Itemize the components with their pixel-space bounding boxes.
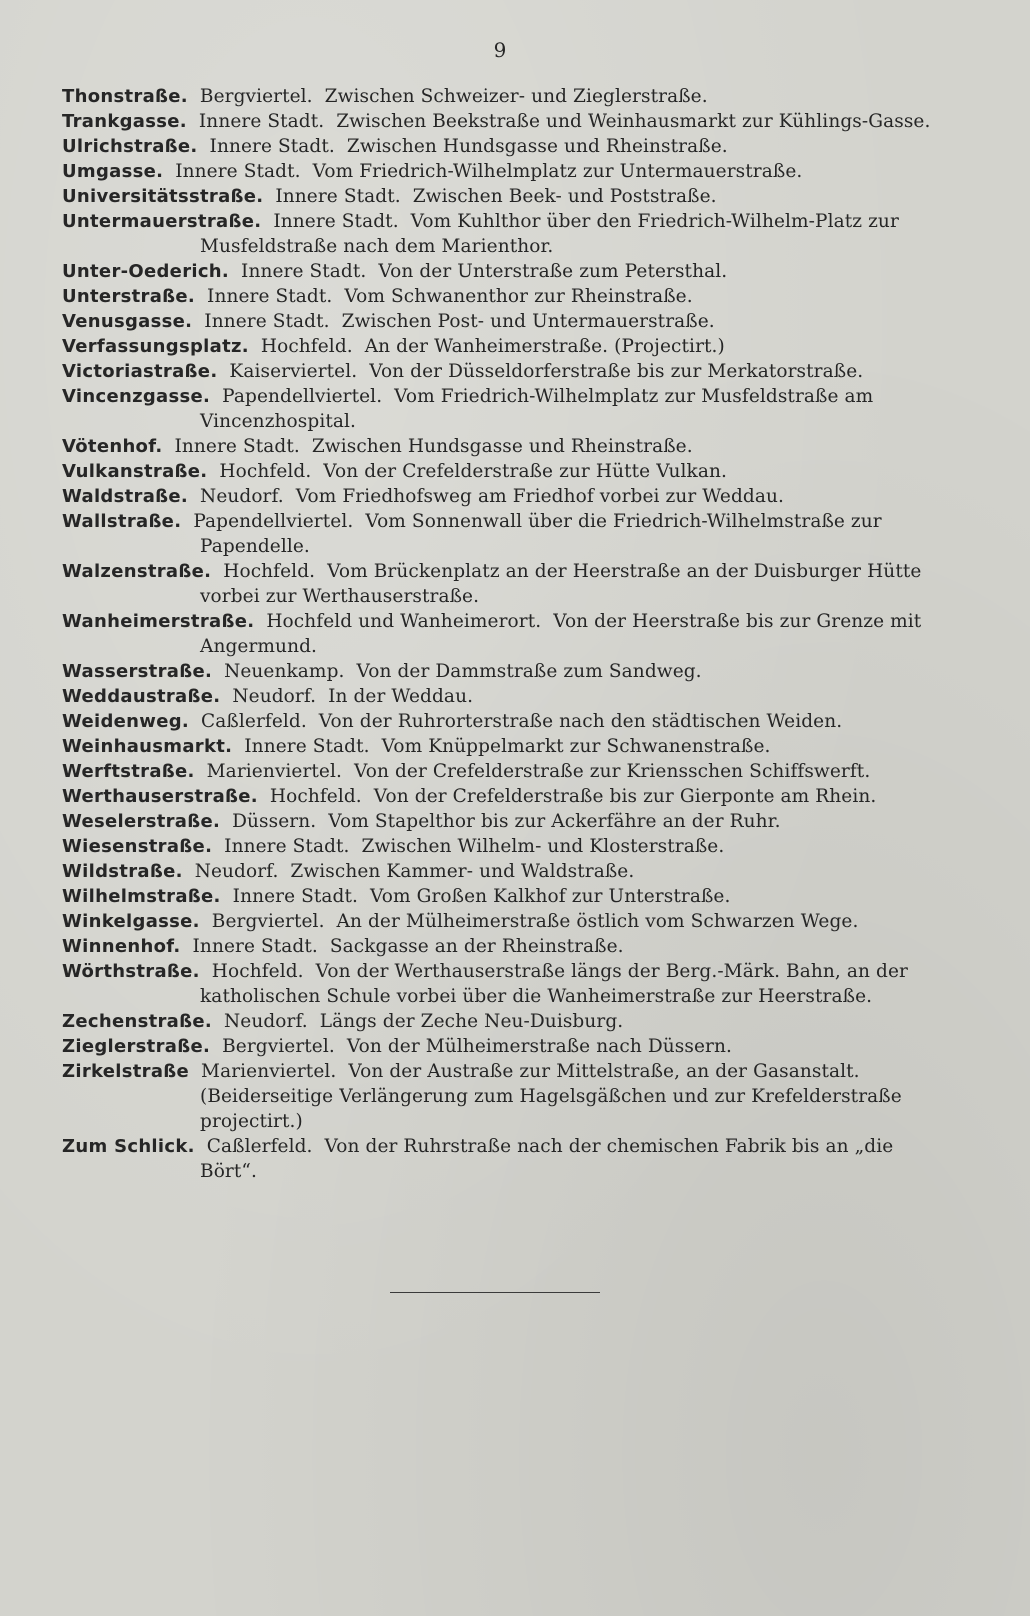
street-description: Vom Großen Kalkhof zur Unterstraße. <box>369 886 731 907</box>
street-district: Caßlerfeld. <box>206 1136 313 1157</box>
street-description: Vom Sonnenwall über die Friedrich-Wilhelmstraße zur Papendelle. <box>200 511 882 557</box>
street-district: Papendellviertel. <box>193 511 354 532</box>
street-name: Walzenstraße. <box>62 561 212 582</box>
street-name: Unterstraße. <box>62 286 196 307</box>
street-district: Innere Stadt. <box>244 736 370 757</box>
street-entry <box>62 1059 938 1134</box>
street-name: Winkelgasse. <box>62 911 200 932</box>
street-entry <box>62 734 938 759</box>
street-name: Vötenhof. <box>62 436 163 457</box>
street-district: Neudorf. <box>200 486 284 507</box>
street-entry <box>62 784 938 809</box>
street-entry <box>62 684 938 709</box>
street-entry <box>62 384 938 434</box>
street-entry <box>62 359 938 384</box>
street-district: Marienviertel. <box>201 1061 337 1082</box>
street-entry <box>62 84 938 109</box>
street-description: An der Mülheimerstraße östlich vom Schwarzen Wege. <box>336 911 859 932</box>
street-description: Von der Mülheimerstraße nach Düssern. <box>346 1036 732 1057</box>
street-entry <box>62 334 938 359</box>
street-entry <box>62 1034 938 1059</box>
street-name: Weidenweg. <box>62 711 190 732</box>
street-name: Vincenzgasse. <box>62 386 211 407</box>
street-district: Hochfeld. <box>219 461 312 482</box>
street-district: Innere Stadt. <box>224 836 350 857</box>
street-description: Sackgasse an der Rheinstraße. <box>329 936 624 957</box>
street-district: Hochfeld. <box>211 961 304 982</box>
street-name: Unter-Oederich. <box>62 261 230 282</box>
street-entry <box>62 109 938 134</box>
street-description: Vom Stapelthor bis zur Ackerfähre an der Ruhr. <box>328 811 781 832</box>
street-district: Hochfeld. <box>269 786 362 807</box>
street-entry <box>62 184 938 209</box>
street-district: Düssern. <box>232 811 317 832</box>
street-entry <box>62 284 938 309</box>
street-name: Zirkelstraße <box>62 1061 190 1082</box>
street-description: Von der Düsseldorferstraße bis zur Merkatorstraße. <box>369 361 864 382</box>
street-district: Caßlerfeld. <box>201 711 307 732</box>
street-entry <box>62 759 938 784</box>
street-name: Wörthstraße. <box>62 961 200 982</box>
street-description: Von der Werthauserstraße längs der Berg.-Märk. Bahn, an der katholischen Schule vorbei über die Wanheimerstraße zur Heerstraße. <box>200 961 908 1007</box>
street-entry <box>62 934 938 959</box>
street-district: Innere Stadt. <box>273 211 399 232</box>
street-name: Umgasse. <box>62 161 164 182</box>
street-district: Neudorf. <box>232 686 317 707</box>
street-district: Innere Stadt. <box>192 936 318 957</box>
street-entry <box>62 959 938 1009</box>
street-description: Vom Schwanenthor zur Rheinstraße. <box>344 286 693 307</box>
street-description: Von der Unterstraße zum Petersthal. <box>378 261 728 282</box>
street-entry <box>62 559 938 609</box>
street-district: Bergviertel. <box>222 1036 335 1057</box>
street-name: Wallstraße. <box>62 511 182 532</box>
street-description: Von der Ruhrorterstraße nach den städtischen Weiden. <box>318 711 843 732</box>
street-district: Innere Stadt. <box>174 436 300 457</box>
street-entry <box>62 434 938 459</box>
street-directory-list <box>62 84 938 1184</box>
street-entry <box>62 709 938 734</box>
street-description: Vom Friedhofsweg am Friedhof vorbei zur Weddau. <box>295 486 784 507</box>
street-description: Von der Crefelderstraße bis zur Gierponte am Rhein. <box>373 786 877 807</box>
street-name: Winnenhof. <box>62 936 181 957</box>
street-description: Vom Knüppelmarkt zur Schwanenstraße. <box>381 736 771 757</box>
street-name: Werthauserstraße. <box>62 786 258 807</box>
street-name: Universitätsstraße. <box>62 186 264 207</box>
street-entry <box>62 909 938 934</box>
street-description: Zwischen Beek- und Poststraße. <box>412 186 717 207</box>
street-name: Wilhelmstraße. <box>62 886 221 907</box>
street-description: Vom Brückenplatz an der Heerstraße an der Duisburger Hütte vorbei zur Werthauserstraße. <box>200 561 922 607</box>
street-name: Thonstraße. <box>62 86 188 107</box>
street-entry <box>62 834 938 859</box>
street-description: Von der Ruhrstraße nach der chemischen Fabrik bis an „die Bört“. <box>200 1136 894 1182</box>
street-entry <box>62 1134 938 1184</box>
street-description: Von der Crefelderstraße zur Kriensschen Schiffswerft. <box>353 761 871 782</box>
street-description: Zwischen Post- und Untermauerstraße. <box>341 311 715 332</box>
street-description: Zwischen Hundsgasse und Rheinstraße. <box>346 136 728 157</box>
street-description: Zwischen Schweizer- und Zieglerstraße. <box>324 86 708 107</box>
street-district: Bergviertel. <box>199 86 313 107</box>
street-district: Innere Stadt. <box>204 311 330 332</box>
street-entry <box>62 509 938 559</box>
street-name: Wildstraße. <box>62 861 183 882</box>
street-name: Wasserstraße. <box>62 661 213 682</box>
street-description: Vom Kuhlthor über den Friedrich-Wilhelm-Platz zur Musfeldstraße nach dem Marienthor. <box>200 211 899 257</box>
street-district: Hochfeld und Wanheimerort. <box>266 611 542 632</box>
street-description: Von der Dammstraße zum Sandweg. <box>356 661 702 682</box>
street-name: Weselerstraße. <box>62 811 221 832</box>
street-entry <box>62 459 938 484</box>
street-name: Verfassungsplatz. <box>62 336 249 357</box>
street-entry <box>62 134 938 159</box>
street-entry <box>62 659 938 684</box>
street-district: Innere Stadt. <box>198 111 325 132</box>
street-district: Innere Stadt. <box>275 186 401 207</box>
street-district: Papendellviertel. <box>222 386 383 407</box>
street-district: Innere Stadt. <box>209 136 335 157</box>
street-description: Zwischen Kammer- und Waldstraße. <box>290 861 635 882</box>
page-number: 9 <box>493 38 507 62</box>
street-entry <box>62 309 938 334</box>
street-district: Marienviertel. <box>206 761 342 782</box>
street-description: Längs der Zeche Neu-Duisburg. <box>319 1011 624 1032</box>
street-name: Weinhausmarkt. <box>62 736 233 757</box>
street-district: Neudorf. <box>194 861 279 882</box>
street-district: Innere Stadt. <box>207 286 333 307</box>
street-description: Vom Friedrich-Wilhelmplatz zur Musfeldstraße am Vincenzhospital. <box>200 386 874 432</box>
street-name: Vulkanstraße. <box>62 461 208 482</box>
street-entry <box>62 859 938 884</box>
street-district: Neuenkamp. <box>224 661 345 682</box>
street-name: Zum Schlick. <box>62 1136 195 1157</box>
street-name: Werftstraße. <box>62 761 195 782</box>
street-name: Trankgasse. <box>62 111 187 132</box>
street-name: Untermauerstraße. <box>62 211 262 232</box>
street-description: Von der Heerstraße bis zur Grenze mit Angermund. <box>200 611 922 657</box>
street-district: Innere Stadt. <box>232 886 359 907</box>
street-name: Venusgasse. <box>62 311 193 332</box>
street-entry <box>62 209 938 259</box>
section-divider <box>390 1292 600 1293</box>
street-description: Vom Friedrich-Wilhelmplatz zur Untermauerstraße. <box>312 161 803 182</box>
street-name: Victoriastraße. <box>62 361 218 382</box>
street-description: Zwischen Hundsgasse und Rheinstraße. <box>311 436 693 457</box>
street-district: Innere Stadt. <box>175 161 301 182</box>
street-entry <box>62 159 938 184</box>
street-name: Zechenstraße. <box>62 1011 213 1032</box>
street-entry <box>62 484 938 509</box>
street-name: Wanheimerstraße. <box>62 611 255 632</box>
street-district: Innere Stadt. <box>241 261 367 282</box>
street-entry <box>62 809 938 834</box>
street-name: Ulrichstraße. <box>62 136 198 157</box>
street-description: An der Wanheimerstraße. (Projectirt.) <box>364 336 725 357</box>
street-name: Zieglerstraße. <box>62 1036 211 1057</box>
street-entry <box>62 609 938 659</box>
street-district: Kaiserviertel. <box>229 361 358 382</box>
street-name: Weddaustraße. <box>62 686 221 707</box>
street-district: Hochfeld. <box>223 561 316 582</box>
street-name: Waldstraße. <box>62 486 189 507</box>
street-description: Zwischen Beekstraße und Weinhausmarkt zur Kühlings-Gasse. <box>336 111 931 132</box>
street-entry <box>62 884 938 909</box>
street-district: Neudorf. <box>223 1011 308 1032</box>
street-description: Von der Austraße zur Mittelstraße, an der Gasanstalt. (Beiderseitige Verlängerung zum Hagelsgäßchen und zur Krefelderstraße projectirt.) <box>200 1061 902 1132</box>
street-district: Hochfeld. <box>260 336 353 357</box>
street-district: Bergviertel. <box>211 911 325 932</box>
street-name: Wiesenstraße. <box>62 836 213 857</box>
street-description: Zwischen Wilhelm- und Klosterstraße. <box>361 836 725 857</box>
street-description: In der Weddau. <box>328 686 474 707</box>
street-entry <box>62 259 938 284</box>
street-description: Von der Crefelderstraße zur Hütte Vulkan. <box>323 461 727 482</box>
street-entry <box>62 1009 938 1034</box>
